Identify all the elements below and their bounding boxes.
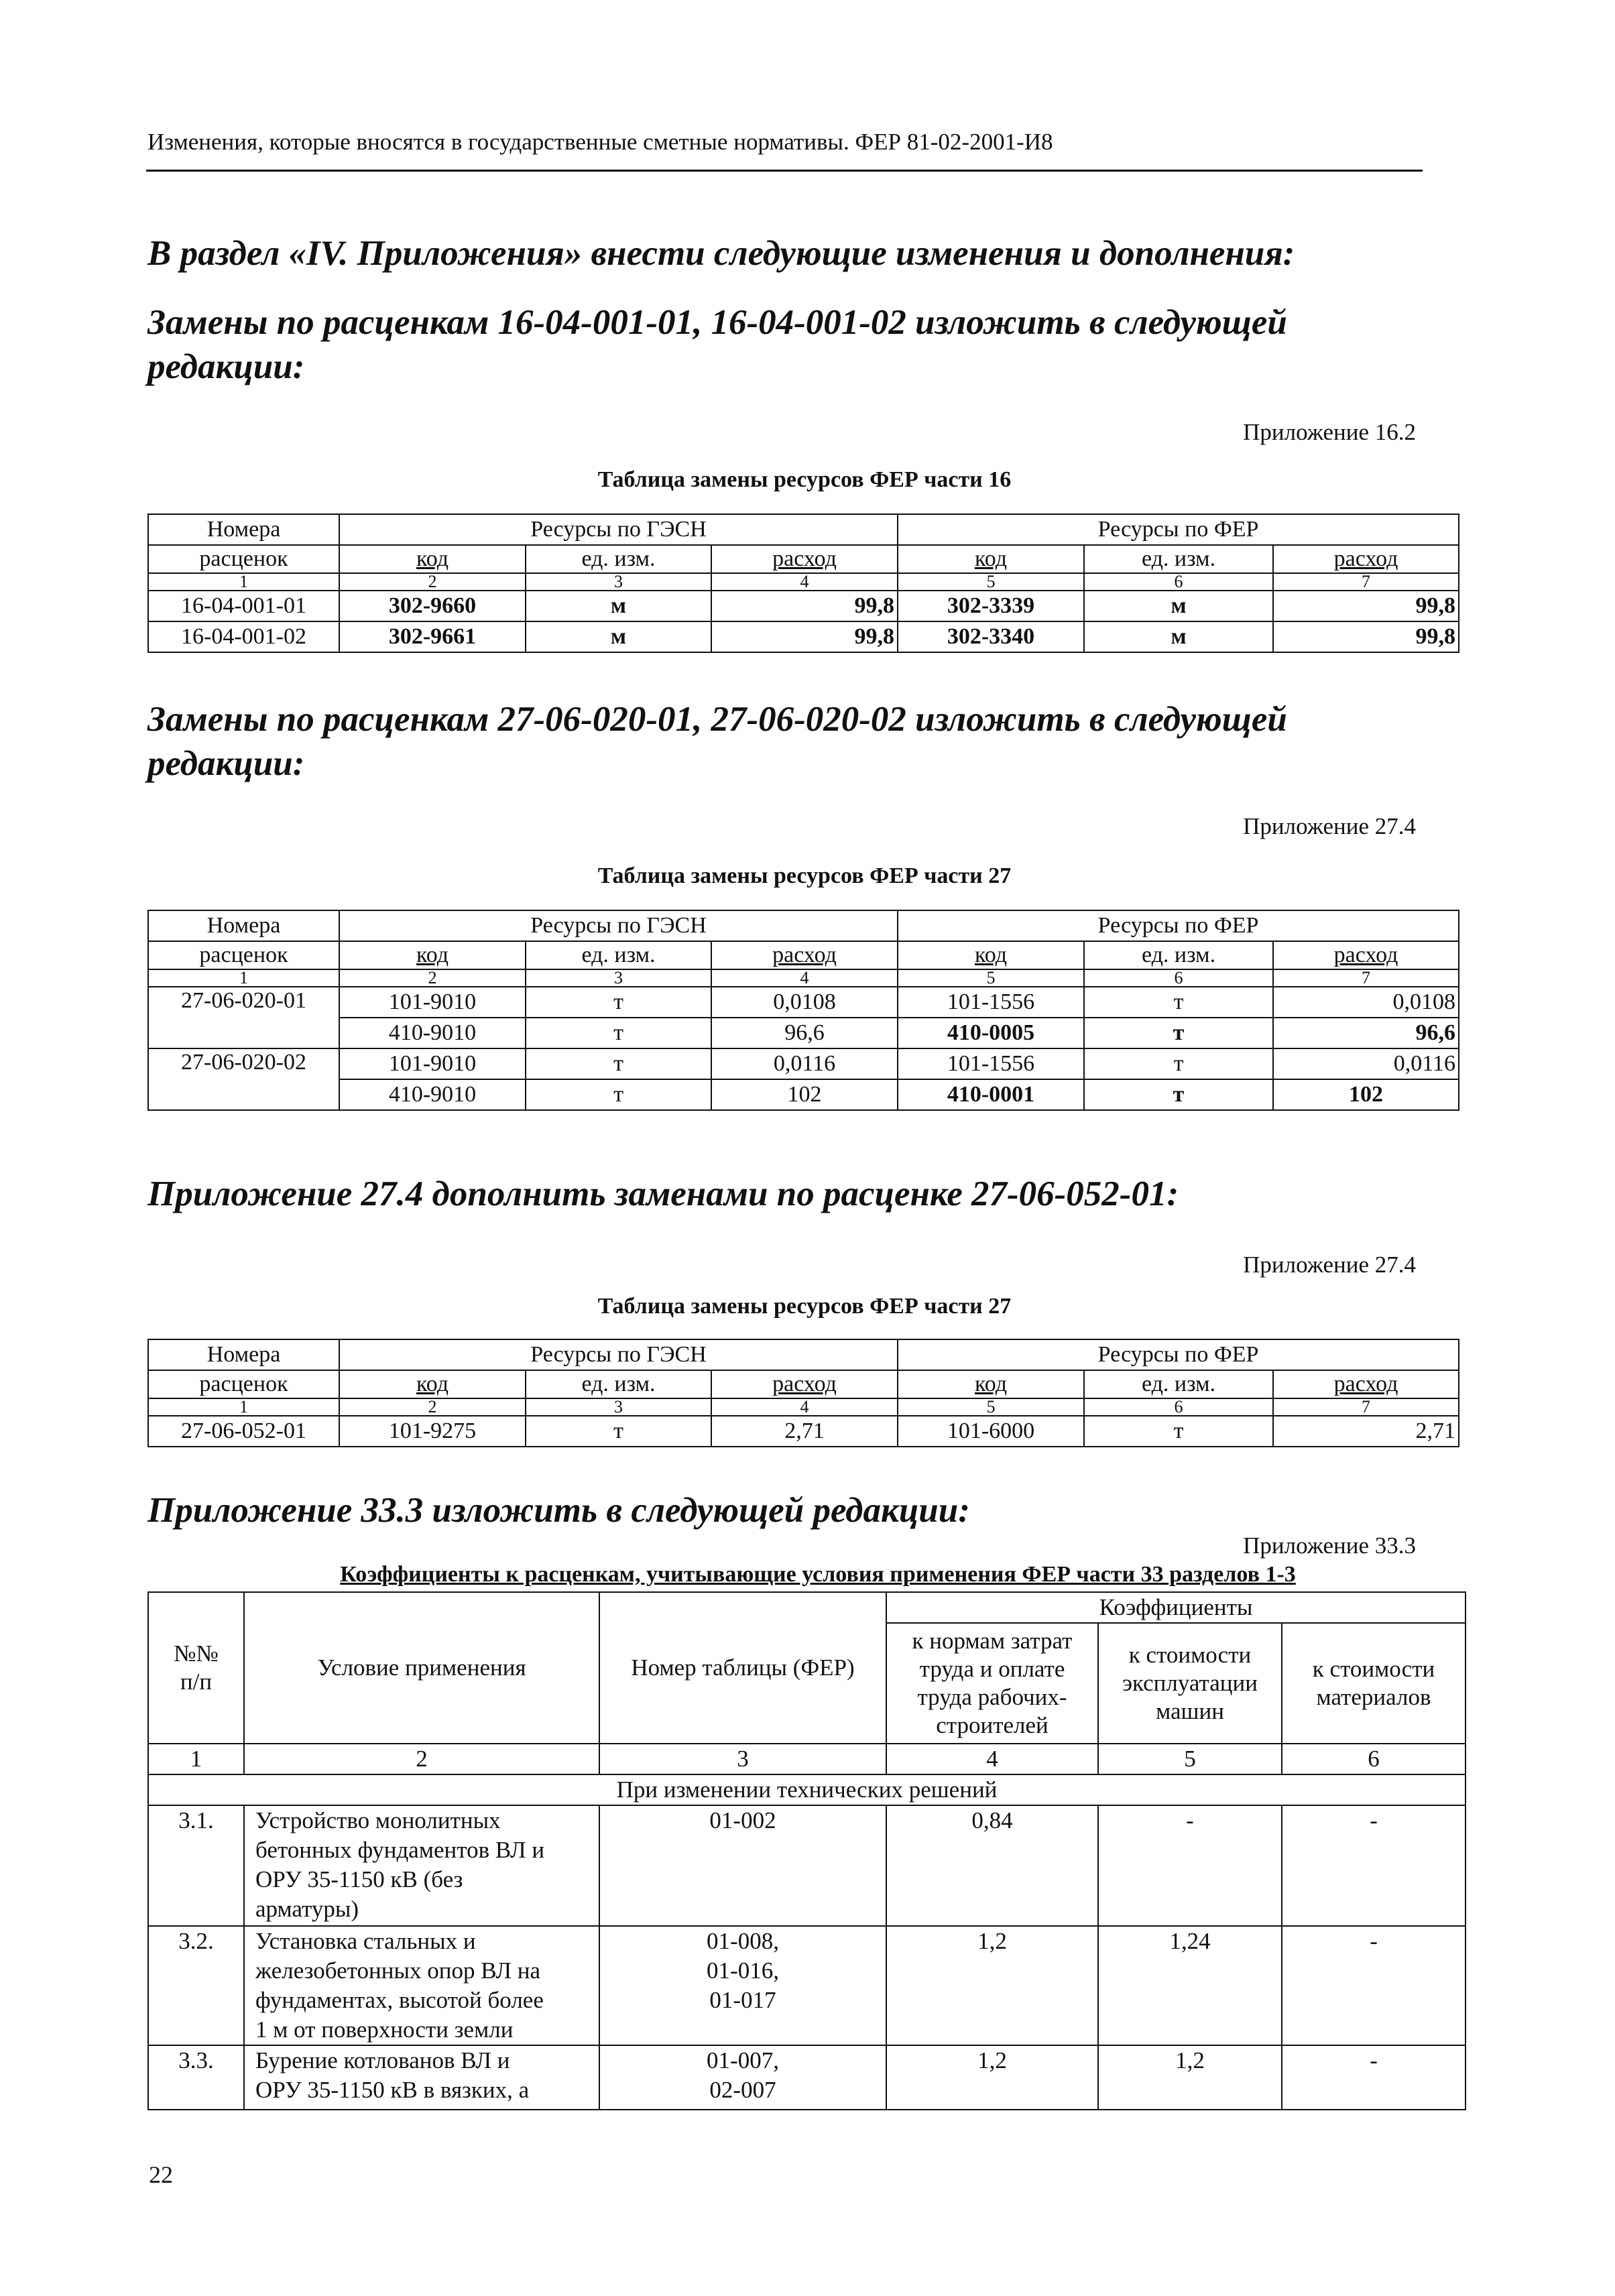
table-row	[148, 1926, 1466, 2045]
fer-amount: 2,71	[1273, 1416, 1459, 1447]
col-coefficients-header: Коэффициенты	[886, 1592, 1466, 1623]
gesn-unit: т	[526, 1048, 711, 1079]
col-number: 6	[1084, 1398, 1273, 1416]
block1-caption: Таблица замены ресурсов ФЕР части 16	[597, 467, 1012, 492]
fer-unit: т	[1084, 1416, 1273, 1447]
col-number: 2	[339, 1398, 526, 1416]
col-labor-line: к нормам затрат	[912, 1628, 1073, 1654]
row-condition-line: Установка стальных и	[255, 1928, 476, 1954]
gesn-code: 302-9661	[339, 621, 526, 652]
col-rates-header: Номера	[148, 910, 339, 941]
fer-unit: т	[1084, 1018, 1273, 1048]
col-gesn-header: Ресурсы по ГЭСН	[339, 514, 898, 545]
col-rates-header: Номера	[148, 1339, 339, 1370]
col-fer-code: код	[898, 941, 1084, 969]
gesn-unit: т	[526, 987, 711, 1018]
fer-code: 302-3339	[898, 591, 1084, 621]
col-number: 6	[1084, 969, 1273, 987]
col-number: 2	[244, 1744, 599, 1774]
col-gesn-code: код	[339, 1370, 526, 1398]
block3-table	[147, 1339, 1459, 1447]
fer-code: 101-1556	[898, 1048, 1084, 1079]
block2-caption: Таблица замены ресурсов ФЕР части 27	[597, 863, 1012, 888]
page-number: 22	[149, 2161, 173, 2188]
row-number: 3.1.	[148, 1805, 244, 1926]
row-table-line: 02-007	[709, 2077, 776, 2103]
row-condition	[244, 2045, 599, 2110]
rate-number: 16-04-001-01	[148, 591, 339, 621]
col-labor-line: строителей	[936, 1712, 1049, 1738]
row-condition-line: арматуры)	[255, 1896, 359, 1922]
col-machines-line: к стоимости	[1128, 1642, 1252, 1668]
col-machines-header	[1098, 1623, 1282, 1744]
col-labor-header	[886, 1623, 1098, 1744]
gesn-amount: 102	[711, 1079, 898, 1110]
col-number: 6	[1282, 1744, 1466, 1774]
col-number: 4	[711, 1398, 898, 1416]
fer-amount: 0,0116	[1273, 1048, 1459, 1079]
gesn-code: 302-9660	[339, 591, 526, 621]
col-number: 4	[711, 573, 898, 591]
col-number: 5	[898, 573, 1084, 591]
block2-heading-line1: Замены по расценкам 27-06-020-01, 27-06-020-02 изложить в следующей	[147, 700, 1287, 739]
col-number: 1	[148, 1744, 244, 1774]
fer-amount: 96,6	[1273, 1018, 1459, 1048]
col-table-number-header: Номер таблицы (ФЕР)	[599, 1592, 886, 1744]
group-title: При изменении технических решений	[148, 1774, 1466, 1805]
fer-code: 410-0001	[898, 1079, 1084, 1110]
row-condition-line: Устройство монолитных	[255, 1807, 501, 1833]
col-number: 7	[1273, 969, 1459, 987]
col-fer-unit: ед. изм.	[1084, 545, 1273, 573]
row-machines-coef: -	[1098, 1805, 1282, 1926]
table-row	[148, 1079, 1459, 1110]
col-gesn-unit: ед. изм.	[526, 1370, 711, 1398]
col-number: 1	[148, 573, 339, 591]
col-gesn-unit: ед. изм.	[526, 941, 711, 969]
table-row	[148, 1048, 1459, 1079]
col-number: 7	[1273, 573, 1459, 591]
block2-heading	[147, 697, 1455, 786]
col-rates-header-line2: расценок	[148, 941, 339, 969]
table-row	[148, 1018, 1459, 1048]
col-materials-line: материалов	[1316, 1684, 1431, 1710]
fer-amount: 99,8	[1273, 591, 1459, 621]
gesn-code: 101-9010	[339, 1048, 526, 1079]
header-rule	[146, 170, 1423, 172]
fer-amount: 102	[1273, 1079, 1459, 1110]
rate-number: 27-06-020-01	[148, 987, 339, 1048]
row-number: 3.3.	[148, 2045, 244, 2110]
fer-amount: 0,0108	[1273, 987, 1459, 1018]
fer-unit: т	[1084, 1079, 1273, 1110]
row-condition-line: фундаментах, высотой более	[255, 1987, 544, 2013]
col-gesn-amount: расход	[711, 545, 898, 573]
fer-unit: м	[1084, 621, 1273, 652]
gesn-code: 410-9010	[339, 1079, 526, 1110]
row-materials-coef: -	[1282, 1926, 1466, 2045]
fer-unit: м	[1084, 591, 1273, 621]
gesn-code: 410-9010	[339, 1018, 526, 1048]
col-number: 3	[526, 969, 711, 987]
gesn-amount: 0,0108	[711, 987, 898, 1018]
row-table-line: 01-008,	[707, 1928, 779, 1954]
row-table-number	[599, 2045, 886, 2110]
col-no-header	[148, 1592, 244, 1744]
row-table-line: 01-002	[709, 1807, 776, 1833]
col-fer-amount: расход	[1273, 1370, 1459, 1398]
gesn-code: 101-9275	[339, 1416, 526, 1447]
gesn-amount: 0,0116	[711, 1048, 898, 1079]
block3-appendix: Приложение 27.4	[1243, 1252, 1416, 1278]
col-fer-header: Ресурсы по ФЕР	[898, 514, 1459, 545]
table-row	[148, 1416, 1459, 1447]
block4-heading: Приложение 33.3 изложить в следующей редакции:	[147, 1491, 970, 1530]
fer-code: 101-1556	[898, 987, 1084, 1018]
col-gesn-code: код	[339, 545, 526, 573]
block1-heading	[147, 300, 1455, 389]
col-number: 5	[1098, 1744, 1282, 1774]
col-number: 3	[526, 1398, 711, 1416]
block4-table	[147, 1591, 1466, 2110]
row-machines-coef: 1,2	[1098, 2045, 1282, 2110]
col-labor-line: труда рабочих-	[917, 1684, 1067, 1710]
table-row	[148, 621, 1459, 652]
col-machines-line: машин	[1156, 1698, 1224, 1724]
rate-number: 27-06-052-01	[148, 1416, 339, 1447]
block4-caption: Коэффициенты к расценкам, учитывающие условия применения ФЕР части 33 разделов 1-3	[340, 1562, 1296, 1587]
fer-code: 410-0005	[898, 1018, 1084, 1048]
fer-amount: 99,8	[1273, 621, 1459, 652]
row-materials-coef: -	[1282, 1805, 1466, 1926]
col-gesn-code: код	[339, 941, 526, 969]
row-condition-line: ОРУ 35-1150 кВ (без	[255, 1866, 463, 1892]
row-condition	[244, 1805, 599, 1926]
col-fer-unit: ед. изм.	[1084, 1370, 1273, 1398]
table-row	[148, 1805, 1466, 1926]
gesn-amount: 99,8	[711, 621, 898, 652]
gesn-code: 101-9010	[339, 987, 526, 1018]
fer-code: 101-6000	[898, 1416, 1084, 1447]
col-number: 3	[599, 1744, 886, 1774]
col-number: 7	[1273, 1398, 1459, 1416]
table-row	[148, 2045, 1466, 2110]
col-rates-header-line2: расценок	[148, 545, 339, 573]
col-number: 6	[1084, 573, 1273, 591]
col-fer-code: код	[898, 545, 1084, 573]
col-number: 1	[148, 1398, 339, 1416]
rate-number: 16-04-001-02	[148, 621, 339, 652]
row-condition-line: 1 м от поверхности земли	[255, 2016, 514, 2043]
block1-appendix: Приложение 16.2	[1243, 419, 1416, 445]
row-table-line: 01-017	[709, 1987, 776, 2013]
col-labor-line: труда и оплате	[919, 1656, 1065, 1682]
col-no-header-line1: №№	[174, 1640, 219, 1667]
row-labor-coef: 1,2	[886, 1926, 1098, 2045]
row-number: 3.2.	[148, 1926, 244, 2045]
block2-appendix: Приложение 27.4	[1243, 813, 1416, 839]
row-table-line: 01-007,	[707, 2047, 779, 2073]
row-condition-line: бетонных фундаментов ВЛ и	[255, 1837, 545, 1863]
col-gesn-amount: расход	[711, 1370, 898, 1398]
block1-table	[147, 513, 1459, 653]
col-number: 4	[886, 1744, 1098, 1774]
running-header: Изменения, которые вносятся в государственные сметные нормативы. ФЕР 81-02-2001-И8	[147, 129, 1053, 155]
col-number: 5	[898, 1398, 1084, 1416]
row-condition-line: Бурение котлованов ВЛ и	[255, 2047, 510, 2073]
row-machines-coef: 1,24	[1098, 1926, 1282, 2045]
col-materials-line: к стоимости	[1312, 1656, 1435, 1682]
col-fer-amount: расход	[1273, 545, 1459, 573]
col-number: 2	[339, 573, 526, 591]
row-table-number	[599, 1926, 886, 2045]
section-title: В раздел «IV. Приложения» внести следующие изменения и дополнения:	[147, 234, 1295, 273]
row-materials-coef: -	[1282, 2045, 1466, 2110]
row-table-line: 01-016,	[707, 1957, 779, 1984]
block2-table	[147, 910, 1459, 1111]
col-rates-header: Номера	[148, 514, 339, 545]
col-machines-line: эксплуатации	[1122, 1670, 1258, 1696]
block1-heading-line1: Замены по расценкам 16-04-001-01, 16-04-001-02 изложить в следующей	[147, 303, 1287, 342]
col-rates-header-line2: расценок	[148, 1370, 339, 1398]
gesn-amount: 2,71	[711, 1416, 898, 1447]
gesn-amount: 96,6	[711, 1018, 898, 1048]
col-gesn-amount: расход	[711, 941, 898, 969]
gesn-unit: м	[526, 621, 711, 652]
row-table-number	[599, 1805, 886, 1926]
fer-unit: т	[1084, 987, 1273, 1018]
col-condition-header: Условие применения	[244, 1592, 599, 1744]
block2-heading-line2: редакции:	[147, 744, 305, 783]
col-fer-header: Ресурсы по ФЕР	[898, 1339, 1459, 1370]
col-number: 2	[339, 969, 526, 987]
col-gesn-unit: ед. изм.	[526, 545, 711, 573]
col-gesn-header: Ресурсы по ГЭСН	[339, 1339, 898, 1370]
gesn-unit: т	[526, 1079, 711, 1110]
gesn-unit: м	[526, 591, 711, 621]
col-number: 1	[148, 969, 339, 987]
col-no-header-line2: п/п	[180, 1669, 213, 1695]
col-fer-header: Ресурсы по ФЕР	[898, 910, 1459, 941]
gesn-unit: т	[526, 1416, 711, 1447]
fer-code: 302-3340	[898, 621, 1084, 652]
table-row	[148, 987, 1459, 1018]
gesn-amount: 99,8	[711, 591, 898, 621]
row-condition	[244, 1926, 599, 2045]
col-materials-header	[1282, 1623, 1466, 1744]
col-number: 4	[711, 969, 898, 987]
rate-number: 27-06-020-02	[148, 1048, 339, 1110]
row-condition-line: железобетонных опор ВЛ на	[255, 1957, 540, 1984]
fer-unit: т	[1084, 1048, 1273, 1079]
row-labor-coef: 1,2	[886, 2045, 1098, 2110]
row-labor-coef: 0,84	[886, 1805, 1098, 1926]
table-row	[148, 591, 1459, 621]
col-number: 5	[898, 969, 1084, 987]
gesn-unit: т	[526, 1018, 711, 1048]
row-condition-line: ОРУ 35-1150 кВ в вязких, а	[255, 2077, 530, 2103]
block1-heading-line2: редакции:	[147, 347, 305, 386]
block3-caption: Таблица замены ресурсов ФЕР части 27	[597, 1294, 1012, 1319]
col-gesn-header: Ресурсы по ГЭСН	[339, 910, 898, 941]
block4-appendix: Приложение 33.3	[1243, 1532, 1416, 1559]
col-fer-unit: ед. изм.	[1084, 941, 1273, 969]
col-fer-amount: расход	[1273, 941, 1459, 969]
col-fer-code: код	[898, 1370, 1084, 1398]
block3-heading: Приложение 27.4 дополнить заменами по расценке 27-06-052-01:	[147, 1174, 1179, 1213]
col-number: 3	[526, 573, 711, 591]
